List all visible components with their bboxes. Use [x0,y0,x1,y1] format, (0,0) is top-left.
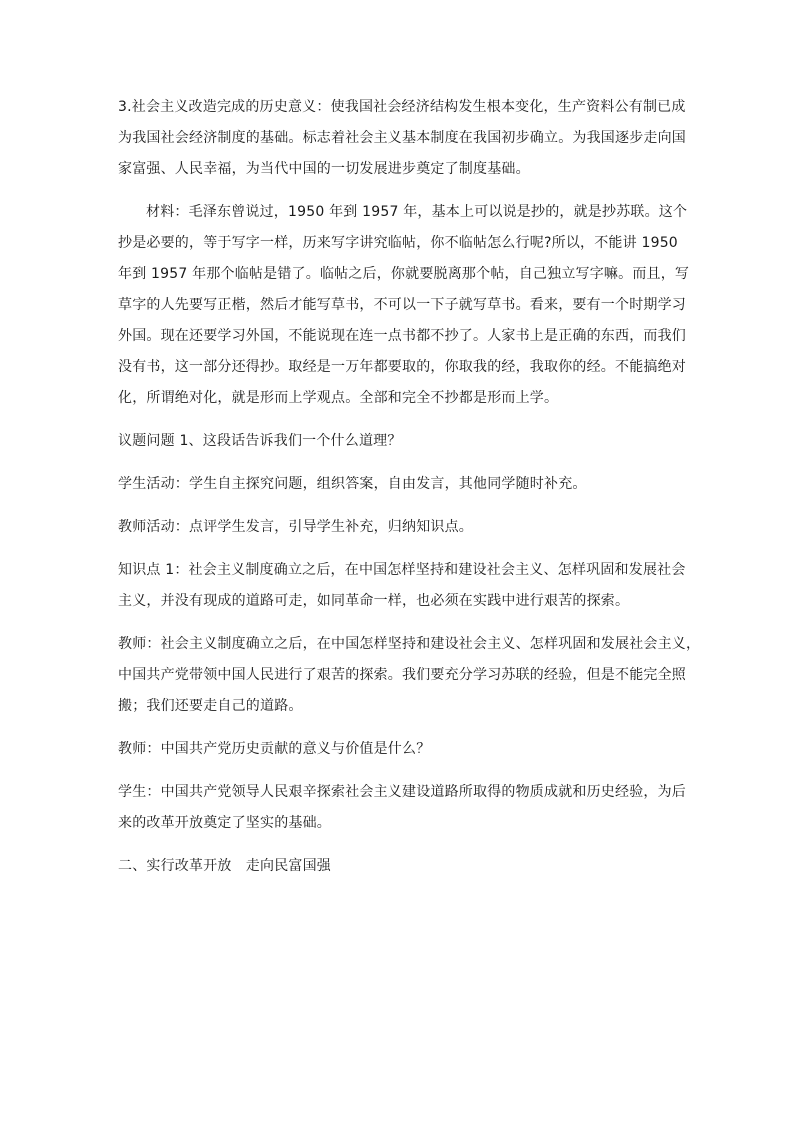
paragraph-teacher-explanation [118,629,701,722]
text-line: 来的改革开放奠定了坚实的基础。 [118,815,331,831]
paragraph-teacher-question [118,734,676,765]
paragraph-material-quote [118,197,690,414]
paragraph-teacher-activity [118,512,676,543]
text-line: 议题问题 1、这段话告诉我们一个什么道理？ [118,433,402,449]
paragraph-knowledge-point [118,555,686,617]
text-line: 学生：中国共产党领导人民艰辛探索社会主义建设道路所取得的物质成就和历史经验，为后 [118,784,686,800]
text-line: 3.社会主义改造完成的历史意义：使我国社会经济结构发生根本变化，生产资料公有制已成 [118,99,686,115]
text-line: 材料：毛泽东曾说过，1950 年到 1957 年，基本上可以说是抄的，就是抄苏联。这个 [146,204,688,220]
text-line: 外国。现在还要学习外国，不能说现在连一点书都不抄了。人家书上是正确的东西，而我们 [118,328,686,344]
text-line: 没有书，这一部分还得抄。取经是一万年都要取的，你取我的经，我取你的经。不能搞绝对 [118,359,686,375]
paragraph-historical-significance [118,92,686,185]
paragraph-student-activity [118,469,676,500]
text-line: 中国共产党带领中国人民进行了艰苦的探索。我们要充分学习苏联的经验，但是不能完全照 [118,667,686,683]
text-line: 抄是必要的，等于写字一样，历来写字讲究临帖，你不临帖怎么行呢?所以，不能讲 1950 [118,235,678,251]
text-line: 草字的人先要写正楷，然后才能写草书，不可以一下子就写草书。看来，要有一个时期学习 [118,297,686,313]
text-line: 学生活动：学生自主探究问题，组织答案，自由发言，其他同学随时补充。 [118,476,587,492]
text-line: 搬；我们还要走自己的道路。 [118,698,303,714]
text-line: 二、实行改革开放 走向民富国强 [118,858,331,874]
text-line: 为我国社会经济制度的基础。标志着社会主义基本制度在我国初步确立。为我国逐步走向国 [118,130,686,146]
text-line: 主义，并没有现成的道路可走，如同革命一样，也必须在实践中进行艰苦的探索。 [118,593,630,609]
text-line: 教师活动：点评学生发言，引导学生补充，归纳知识点。 [118,519,473,535]
section-heading [118,851,676,882]
text-line: 年到 1957 年那个临帖是错了。临帖之后，你就要脱离那个帖，自己独立写字嘛。而且，写 [118,266,690,282]
text-line: 教师：社会主义制度确立之后，在中国怎样坚持和建设社会主义、怎样巩固和发展社会主义， [118,636,701,652]
paragraph-student-answer [118,777,686,839]
text-line: 教师：中国共产党历史贡献的意义与价值是什么？ [118,741,431,757]
text-line: 家富强、人民幸福，为当代中国的一切发展进步奠定了制度基础。 [118,161,530,177]
paragraph-discussion-question [118,426,676,457]
text-line: 化，所谓绝对化，就是形而上学观点。全部和完全不抄都是形而上学。 [118,390,559,406]
text-line: 知识点 1：社会主义制度确立之后，在中国怎样坚持和建设社会主义、怎样巩固和发展社会 [118,562,686,578]
